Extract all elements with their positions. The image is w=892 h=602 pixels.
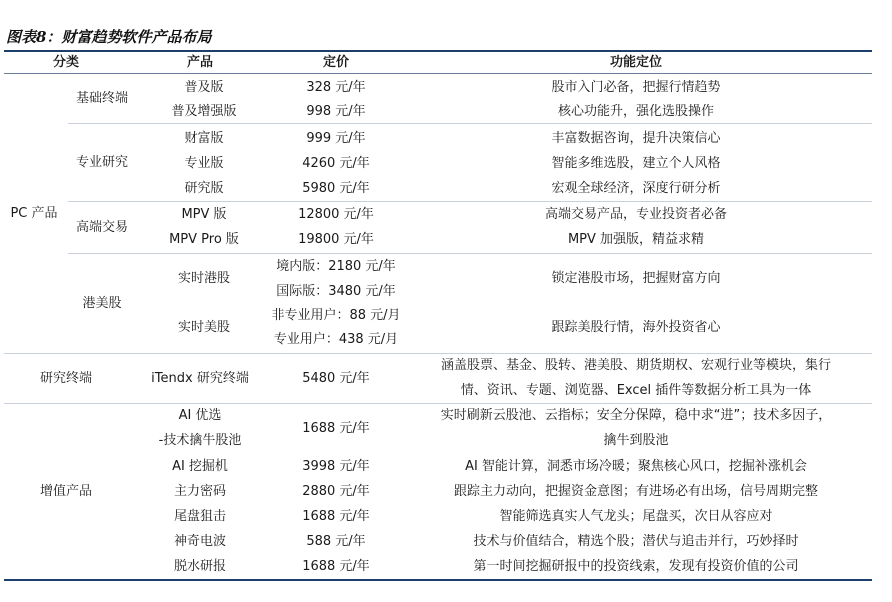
subcategory-professional-research: 专业研究	[75, 154, 128, 170]
category-research-terminal: 研究终端	[39, 370, 92, 386]
function-cell: 股市入门必备，把握行情趋势	[551, 80, 721, 96]
price-cell: 2880 元/年	[302, 483, 370, 499]
subcategory-high-end-trading: 高端交易	[75, 219, 128, 235]
price-cell: 19800 元/年	[298, 231, 374, 247]
function-cell: AI 智能计算，洞悉市场冷暖；聚焦核心风口，挖掘补涨机会	[465, 458, 807, 474]
function-cell: 高端交易产品，专业投资者必备	[544, 206, 727, 222]
price-cell: 328 元/年	[306, 80, 366, 96]
function-cell: 智能多维选股，建立个人风格	[551, 155, 721, 171]
product-cell: AI 优选	[178, 408, 222, 424]
price-cell: 1688 元/年	[302, 558, 370, 574]
function-cell: 跟踪美股行情，海外投资省心	[551, 320, 721, 336]
table-bottom-rule	[4, 579, 872, 581]
product-cell: AI 挖掘机	[172, 458, 228, 474]
product-cell: 研究版	[184, 180, 224, 196]
function-cell: MPV 加强版，精益求精	[567, 231, 705, 247]
category-pc-products: PC 产品	[10, 205, 58, 221]
product-cell: 普及增强版	[171, 104, 237, 120]
function-cell: 实时刷新云股池、云指标；安全分保障，稳中求“进”；技术多因子，	[440, 408, 832, 424]
price-cell: 999 元/年	[306, 130, 366, 146]
product-cell: 尾盘狙击	[173, 508, 226, 524]
price-cell: 1688 元/年	[302, 420, 370, 436]
function-cell: 涵盖股票、基金、股转、港美股、期货期权、宏观行业等模块，集行	[440, 358, 831, 374]
function-cell: 第一时间挖掘研报中的投资线索，发现有投资价值的公司	[473, 558, 799, 574]
product-cell: MPV Pro 版	[169, 231, 239, 247]
function-cell: 智能筛选真实人气龙头；尾盘买，次日从容应对	[499, 508, 773, 524]
price-cell: 非专业用户：88 元/月	[271, 308, 401, 324]
price-cell: 588 元/年	[306, 533, 366, 549]
function-cell: 跟踪主力动向，把握资金意图；有进场必有出场，信号周期完整	[453, 483, 818, 499]
price-cell: 5980 元/年	[302, 180, 370, 196]
figure-caption: 图表8：财富趋势软件产品布局	[6, 28, 212, 46]
function-cell: 锁定港股市场，把握财富方向	[551, 271, 721, 287]
product-cell: 财富版	[184, 130, 224, 146]
price-cell: 专业用户：438 元/月	[273, 332, 399, 348]
product-cell: MPV 版	[181, 206, 227, 222]
price-cell: 1688 元/年	[302, 508, 370, 524]
product-cell: 主力密码	[173, 483, 226, 499]
function-cell: 情、资讯、专题、浏览器、Excel 插件等数据分析工具为一体	[460, 382, 812, 398]
price-cell: 国际版：3480 元/年	[276, 283, 396, 299]
price-cell: 5480 元/年	[302, 370, 370, 386]
price-cell: 境内版：2180 元/年	[276, 258, 396, 274]
subcategory-hk-us-stocks: 港美股	[82, 295, 122, 311]
product-cell: 实时港股	[177, 271, 230, 287]
function-cell: 核心功能升，强化选股操作	[557, 104, 714, 120]
subcategory-basic-terminal: 基础终端	[75, 90, 128, 106]
header-product: 产品	[186, 54, 213, 70]
price-cell: 4260 元/年	[302, 155, 370, 171]
price-cell: 12800 元/年	[298, 206, 374, 222]
function-cell: 丰富数据咨询，提升决策信心	[551, 130, 721, 146]
product-cell: iTendx 研究终端	[151, 370, 249, 386]
function-cell: 宏观全球经济，深度行研分析	[551, 180, 721, 196]
header-category: 分类	[52, 54, 79, 70]
price-cell: 3998 元/年	[302, 458, 370, 474]
product-cell: 普及版	[184, 80, 224, 96]
header-price: 定价	[322, 54, 349, 70]
category-value-added-products: 增值产品	[39, 483, 92, 499]
product-cell: 实时美股	[177, 320, 230, 336]
product-cell: 专业版	[184, 155, 224, 171]
product-cell: 脱水研报	[173, 558, 226, 574]
product-cell: 神奇电波	[173, 533, 226, 549]
function-cell: 擒牛到股池	[603, 432, 669, 448]
header-function: 功能定位	[609, 54, 662, 70]
function-cell: 技术与价值结合，精选个股；潜伏与追击并行，巧妙择时	[473, 533, 799, 549]
product-cell: -技术擒牛股池	[158, 432, 242, 448]
price-cell: 998 元/年	[306, 104, 366, 120]
